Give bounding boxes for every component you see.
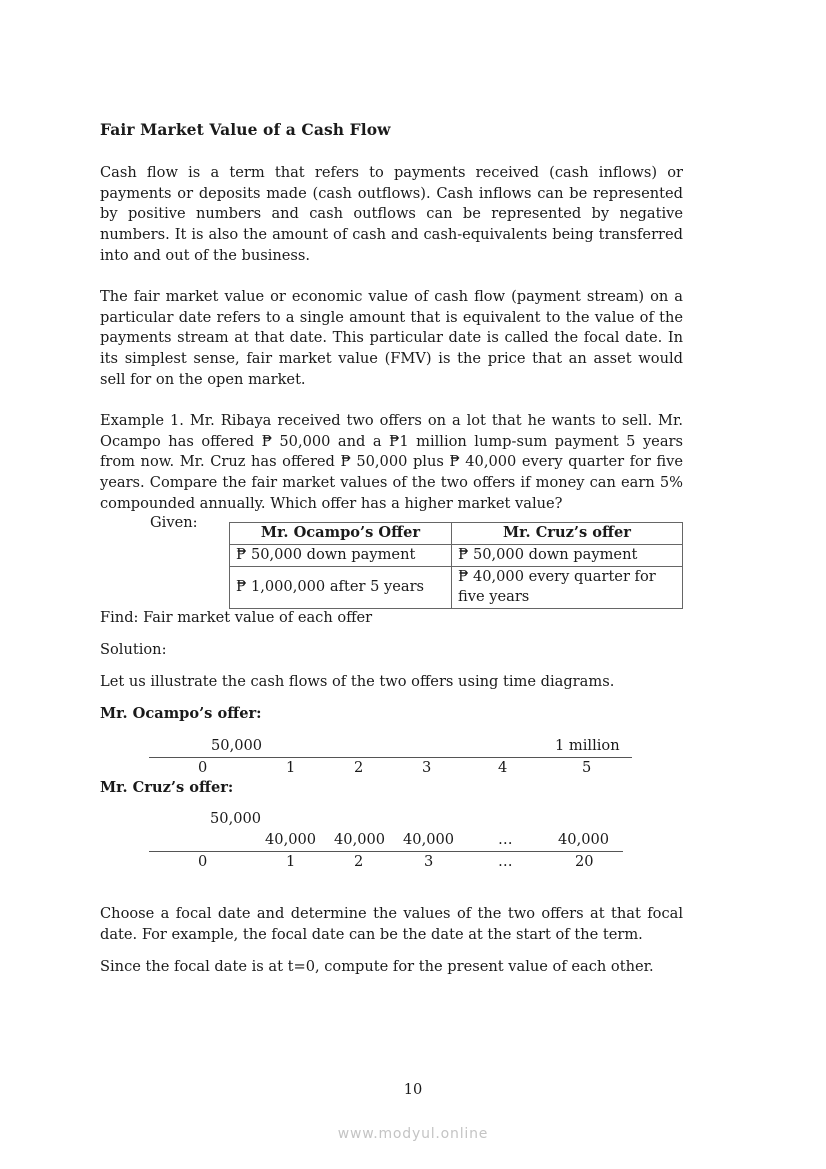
ocampo-tick: 5: [582, 759, 592, 776]
table-row: [230, 566, 683, 608]
paragraph-focal-date: Choose a focal date and determine the values of the two offers at that focal date. For example, the focal date can be the date at the start of the term.: [100, 905, 683, 943]
cruz-offer-heading: Mr. Cruz’s offer:: [100, 779, 234, 796]
ocampo-amount-start: 50,000: [211, 737, 263, 754]
table-cell: ₱ 50,000 down payment: [230, 545, 452, 567]
section-title: Fair Market Value of a Cash Flow: [100, 120, 391, 139]
cruz-tick: 3: [424, 853, 434, 870]
cruz-amount-start: 50,000: [210, 810, 262, 827]
table-row: [230, 545, 683, 567]
given-header-row: [230, 523, 683, 545]
cruz-amount-ellipsis: …: [498, 831, 513, 848]
ocampo-tick: 1: [286, 759, 296, 776]
ocampo-amount-end: 1 million: [555, 737, 620, 754]
header-cruz-offer: Mr. Cruz’s offer: [452, 523, 683, 545]
find-statement: Find: Fair market value of each offer: [100, 609, 373, 626]
cruz-axis-line: [149, 851, 623, 852]
watermark: www.modyul.online: [337, 1126, 489, 1142]
ocampo-tick: 4: [498, 759, 508, 776]
paragraph-fair-market-value: The fair market value or economic value of cash flow (payment stream) on a particular date refers to a single amount that is equivalent to the value of the payments stream at that date. This particular date is called the focal date. In its simplest sense, fair market value (FMV) is the price that an asset would sell for on the open market.: [100, 288, 683, 388]
cruz-amount: 40,000: [265, 831, 317, 848]
paragraph-example-1: Example 1. Mr. Ribaya received two offers on a lot that he wants to sell. Mr. Ocampo has offered ₱ 50,000 and a ₱1 million lump-sum payment 5 years from now. Mr. Cruz has offered ₱ 50,000 plus ₱ 40,000 every quarter for five years. Compare the fair market values of the two offers if money can earn 5% compounded annually. Which offer has a higher market value?: [100, 412, 683, 512]
ocampo-tick: 0: [198, 759, 208, 776]
given-label: Given:: [150, 514, 198, 531]
ocampo-offer-heading: Mr. Ocampo’s offer:: [100, 705, 262, 722]
cruz-tick: 1: [286, 853, 296, 870]
cruz-tick: 2: [354, 853, 364, 870]
cruz-tick-ellipsis: …: [498, 853, 513, 870]
cruz-amount: 40,000: [558, 831, 610, 848]
cruz-tick: 0: [198, 853, 208, 870]
cruz-amount: 40,000: [334, 831, 386, 848]
table-cell: ₱ 40,000 every quarter for five years: [452, 566, 683, 608]
cruz-tick: 20: [575, 853, 594, 870]
ocampo-axis-line: [149, 757, 632, 758]
paragraph-cash-flow: Cash flow is a term that refers to payments received (cash inflows) or payments or deposits made (cash outflows). Cash inflows can be represented by positive numbers and cash outflows can be represented by negative numbers. It is also the amount of cash and cash-equivalents being transferred into and out of the business.: [100, 164, 683, 264]
page-number: 10: [403, 1081, 423, 1098]
table-cell: ₱ 50,000 down payment: [452, 545, 683, 567]
given-table: [229, 522, 683, 609]
illustrate-statement: Let us illustrate the cash flows of the two offers using time diagrams.: [100, 673, 615, 690]
cruz-amount: 40,000: [403, 831, 455, 848]
paragraph-present-value: Since the focal date is at t=0, compute for the present value of each other.: [100, 958, 654, 975]
solution-label: Solution:: [100, 641, 167, 658]
table-cell: ₱ 1,000,000 after 5 years: [230, 566, 452, 608]
header-ocampo-offer: Mr. Ocampo’s Offer: [230, 523, 452, 545]
ocampo-tick: 3: [422, 759, 432, 776]
ocampo-tick: 2: [354, 759, 364, 776]
